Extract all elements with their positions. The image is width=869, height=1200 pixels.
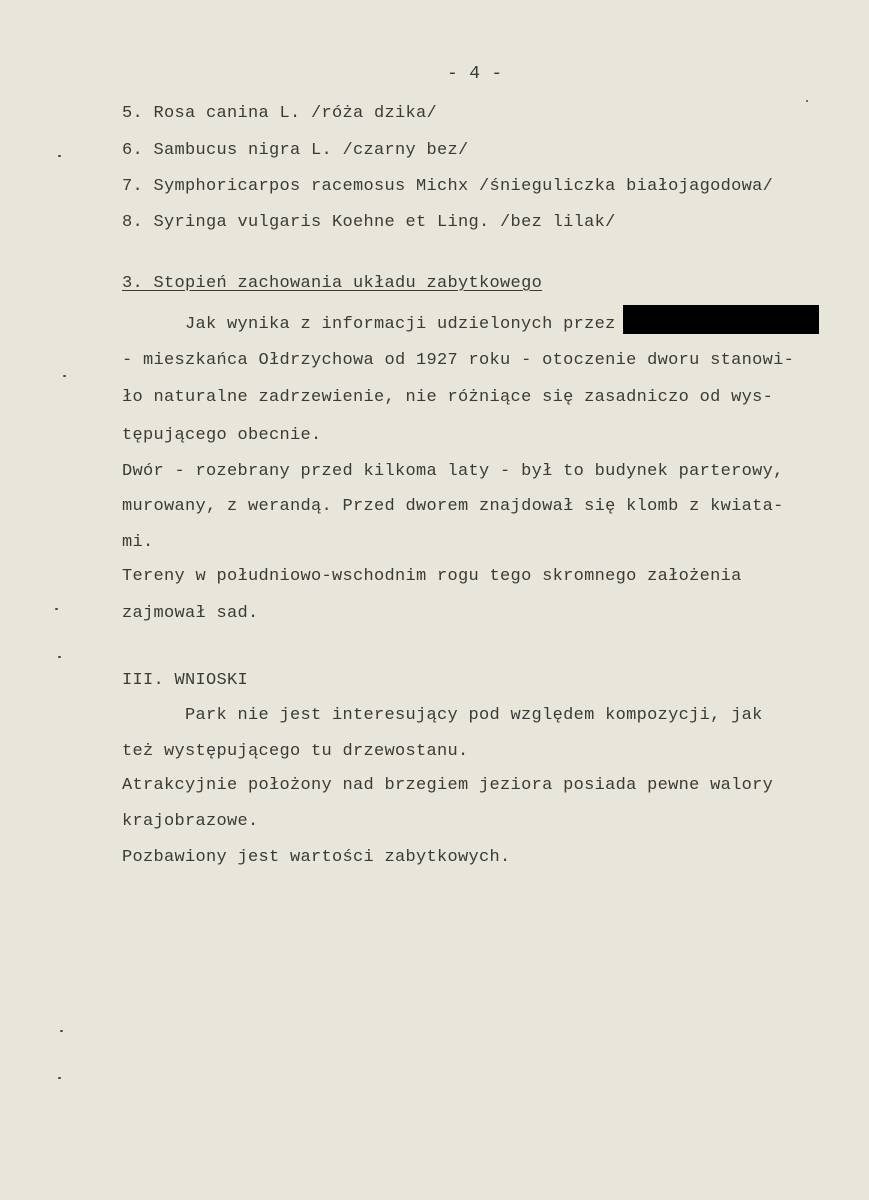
paragraph-line: Dwór - rozebrany przed kilkoma laty - był to budynek parterowy, bbox=[122, 462, 784, 481]
paragraph-line: też występującego tu drzewostanu. bbox=[122, 742, 469, 761]
plant-list-item: 8. Syringa vulgaris Koehne et Ling. /bez lilak/ bbox=[122, 213, 616, 232]
plant-list-item: 6. Sambucus nigra L. /czarny bez/ bbox=[122, 141, 469, 160]
paragraph-line: - mieszkańca Ołdrzychowa od 1927 roku - otoczenie dworu stanowi- bbox=[122, 351, 795, 370]
plant-list-item: 5. Rosa canina L. /róża dzika/ bbox=[122, 104, 438, 123]
redaction-bar bbox=[623, 305, 819, 334]
paper-speck bbox=[55, 608, 58, 610]
paper-speck bbox=[58, 1077, 61, 1079]
paragraph-line: krajobrazowe. bbox=[122, 812, 259, 831]
section-iii-heading: III. WNIOSKI bbox=[122, 671, 249, 690]
paragraph-line: zajmował sad. bbox=[122, 604, 259, 623]
section-3-heading: 3. Stopień zachowania układu zabytkowego bbox=[122, 274, 543, 293]
paragraph-line: ło naturalne zadrzewienie, nie różniące się zasadniczo od wys- bbox=[122, 388, 774, 407]
paper-speck bbox=[806, 100, 808, 102]
paper-speck bbox=[58, 155, 61, 157]
paragraph-line: Park nie jest interesujący pod względem kompozycji, jak bbox=[143, 706, 763, 725]
plant-list-item: 7. Symphoricarpos racemosus Michx /śnieguliczka białojagodowa/ bbox=[122, 177, 774, 196]
paragraph-line: Tereny w południowo-wschodnim rogu tego skromnego założenia bbox=[122, 567, 742, 586]
paragraph-line: mi. bbox=[122, 533, 154, 552]
paragraph-line: Jak wynika z informacji udzielonych przez bbox=[143, 315, 616, 334]
paragraph-line: tępującego obecnie. bbox=[122, 426, 322, 445]
paragraph-line: Pozbawiony jest wartości zabytkowych. bbox=[122, 848, 511, 867]
paper-speck bbox=[63, 375, 66, 377]
paragraph-line: murowany, z werandą. Przed dworem znajdował się klomb z kwiata- bbox=[122, 497, 784, 516]
paper-speck bbox=[58, 656, 61, 658]
paper-speck bbox=[60, 1030, 63, 1032]
page-number: - 4 - bbox=[447, 64, 503, 84]
paragraph-line: Atrakcyjnie położony nad brzegiem jeziora posiada pewne walory bbox=[122, 776, 774, 795]
